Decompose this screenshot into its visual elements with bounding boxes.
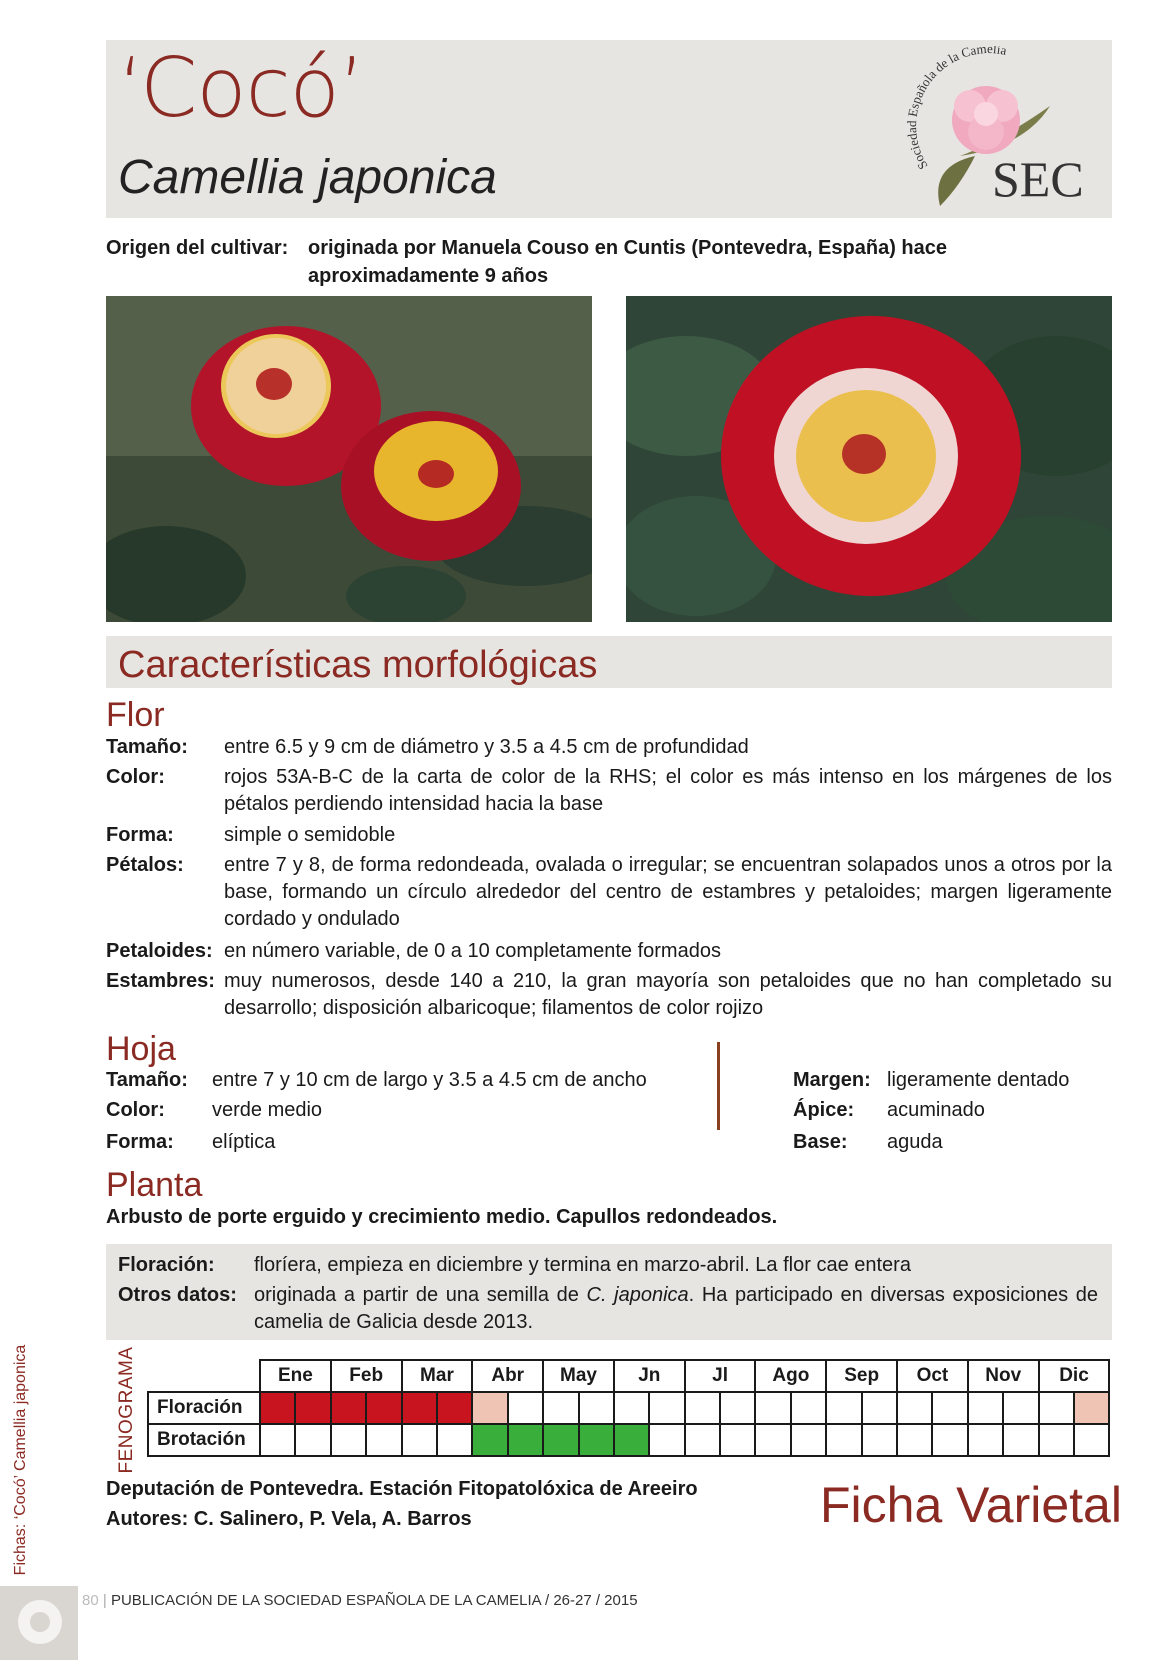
page-number: 80 [82, 1592, 99, 1609]
month-header: Dic [1039, 1360, 1110, 1392]
species-italic: C. japonica [586, 1284, 689, 1306]
hoja-value: elíptica [212, 1131, 276, 1153]
hoja-divider [717, 1042, 720, 1130]
flor-value: muy numerosos, desde 140 a 210, la gran mayoría son petaloides que no han completado su desarrollo; disposición albaricoque; filamentos de color rojizo [224, 970, 1112, 1019]
hoja-value: verde medio [212, 1099, 323, 1121]
fenograma-cell [826, 1424, 861, 1456]
fenograma-cell [1074, 1424, 1109, 1456]
flor-key: Color: [106, 766, 165, 788]
fenograma-cell [402, 1424, 437, 1456]
fenograma-row-label: Brotación [148, 1424, 260, 1456]
otros-label: Otros datos: [118, 1284, 237, 1306]
flower-photo-2 [626, 296, 1112, 622]
fenograma-cell [1003, 1392, 1038, 1424]
otros-datos-box [106, 1244, 1112, 1340]
fenograma-cell [260, 1424, 295, 1456]
fenograma-cell [685, 1392, 720, 1424]
logo-arc-text: Sociedad Española de la Camelia [904, 46, 1009, 173]
flor-key: Estambres: [106, 970, 215, 992]
fenograma-cell [366, 1392, 401, 1424]
fenograma-table [147, 1359, 1110, 1457]
flor-value: entre 7 y 8, de forma redondeada, ovalada o irregular; se encuentran solapados unos a otros por la base, formando un círculo alrededor del centro de estambres y petaloides; margen ligeramente cordado y ondulado [224, 854, 1112, 930]
flor-value: en número variable, de 0 a 10 completamente formados [224, 940, 721, 962]
flor-value: rojos 53A-B-C de la carta de color de la RHS; el color es más intenso en los márgenes de los pétalos perdiendo intensidad hacia la base [224, 766, 1112, 815]
fenograma-cell [437, 1424, 472, 1456]
fenograma-cell [295, 1424, 330, 1456]
fenograma-cell [472, 1392, 507, 1424]
fenograma-cell [968, 1392, 1003, 1424]
hoja-value: aguda [887, 1131, 943, 1153]
sec-logo [900, 46, 1090, 216]
corner-emblem [0, 1586, 78, 1660]
hoja-heading: Hoja [106, 1030, 176, 1068]
floracion-label: Floración: [118, 1254, 215, 1276]
month-header: Oct [897, 1360, 968, 1392]
species-name: Camellia japonica [118, 151, 497, 204]
month-header: May [543, 1360, 614, 1392]
fenograma-cell [862, 1392, 897, 1424]
planta-description: Arbusto de porte erguido y crecimiento medio. Capullos redondeados. [106, 1206, 778, 1228]
credits-authors: Autores: C. Salinero, P. Vela, A. Barros [106, 1508, 472, 1530]
flor-key: Petaloides: [106, 940, 213, 962]
fenograma-cell [685, 1424, 720, 1456]
fenograma-cell [791, 1392, 826, 1424]
flor-value: simple o semidoble [224, 824, 396, 846]
fenograma-cell [968, 1424, 1003, 1456]
month-header: Feb [331, 1360, 402, 1392]
fenograma-cell [614, 1424, 649, 1456]
fenograma-cell [543, 1392, 578, 1424]
footer-publication: PUBLICACIÓN DE LA SOCIEDAD ESPAÑOLA DE LA CAMELIA / 26-27 / 2015 [110, 1592, 638, 1609]
flor-key: Forma: [106, 824, 174, 846]
flower-photo-1 [106, 296, 592, 622]
fenograma-header-row [148, 1360, 1109, 1392]
ficha-varietal-label: Ficha Varietal [820, 1477, 1122, 1533]
fenograma-cell [508, 1424, 543, 1456]
fenograma-cell [579, 1392, 614, 1424]
flor-key: Tamaño: [106, 736, 188, 758]
fenograma-cell [862, 1424, 897, 1456]
fenograma-cell [720, 1392, 755, 1424]
month-header: Ago [755, 1360, 826, 1392]
fenograma-row-floracion [148, 1392, 1109, 1424]
fenograma-cell [932, 1424, 967, 1456]
fenograma-cell [331, 1424, 366, 1456]
month-header: Sep [826, 1360, 897, 1392]
fenograma-cell [1039, 1424, 1074, 1456]
month-header: Jl [685, 1360, 756, 1392]
fenograma-row-label: Floración [148, 1392, 260, 1424]
sidebar-running-title: Fichas: ‘Cocó’ Camellia japonica [12, 1344, 29, 1576]
fenograma-cell [437, 1392, 472, 1424]
fenograma-cell [897, 1424, 932, 1456]
hoja-key: Tamaño: [106, 1069, 188, 1091]
fenograma-cell [331, 1392, 366, 1424]
month-header: Ene [260, 1360, 331, 1392]
fenograma-cell [1003, 1424, 1038, 1456]
hoja-value: ligeramente dentado [887, 1069, 1070, 1091]
fenograma-corner [148, 1360, 260, 1392]
fenograma-cell [472, 1424, 507, 1456]
hoja-key: Color: [106, 1099, 165, 1121]
flor-key: Pétalos: [106, 854, 184, 876]
fenograma-cell [791, 1424, 826, 1456]
fenograma-cell [897, 1392, 932, 1424]
hoja-key: Ápice: [793, 1099, 855, 1121]
fenograma-cell [826, 1392, 861, 1424]
hoja-key: Base: [793, 1131, 848, 1153]
hoja-key: Margen: [793, 1069, 871, 1091]
credits [106, 1474, 698, 1534]
fenograma-cell [260, 1392, 295, 1424]
month-header: Mar [402, 1360, 473, 1392]
fenograma-cell [649, 1424, 684, 1456]
otros-value: originada a partir de una semilla de C. japonica. Ha participado en diversas exposiciones de camelia de Galicia desde 2013. [254, 1284, 1098, 1333]
section-title-bar [106, 636, 1112, 688]
fenograma-cell [295, 1392, 330, 1424]
fenograma-cell [1039, 1392, 1074, 1424]
planta-heading: Planta [106, 1166, 203, 1204]
month-header: Jn [614, 1360, 685, 1392]
fenograma-row-brotacion [148, 1424, 1109, 1456]
hoja-value: acuminado [887, 1099, 985, 1121]
fenograma-cell [543, 1424, 578, 1456]
hoja-key: Forma: [106, 1131, 174, 1153]
fenograma-cell [366, 1424, 401, 1456]
fenograma-cell [508, 1392, 543, 1424]
month-header: Nov [968, 1360, 1039, 1392]
fenograma-cell [402, 1392, 437, 1424]
logo-abbr: SEC [992, 151, 1084, 207]
fenograma-title: FENOGRAMA [116, 1346, 137, 1474]
flor-value: entre 6.5 y 9 cm de diámetro y 3.5 a 4.5 cm de profundidad [224, 736, 749, 758]
cultivar-name: ‘Cocó’ [118, 41, 364, 136]
fenograma-cell [1074, 1392, 1109, 1424]
fenograma-cell [649, 1392, 684, 1424]
floracion-value: floríera, empieza en diciembre y termina en marzo-abril. La flor cae entera [254, 1254, 911, 1276]
hoja-value: entre 7 y 10 cm de largo y 3.5 a 4.5 cm de ancho [212, 1069, 647, 1091]
flor-heading: Flor [106, 696, 165, 734]
camellia-flower-emblem [952, 86, 1020, 154]
month-header: Abr [472, 1360, 543, 1392]
origin-value: originada por Manuela Couso en Cuntis (Pontevedra, España) hace aproximadamente 9 años [308, 237, 948, 287]
origin-label: Origen del cultivar: [106, 237, 289, 259]
fenograma-cell [720, 1424, 755, 1456]
credits-institution: Deputación de Pontevedra. Estación Fitopatolóxica de Areeiro [106, 1478, 698, 1500]
fenograma-cell [579, 1424, 614, 1456]
fenograma-cell [755, 1392, 790, 1424]
fenograma-cell [614, 1392, 649, 1424]
section-title: Características morfológicas [118, 644, 598, 686]
fenograma-cell [755, 1424, 790, 1456]
footer: 80 | PUBLICACIÓN DE LA SOCIEDAD ESPAÑOLA DE LA CAMELIA / 26-27 / 2015 [82, 1592, 638, 1609]
fenograma-cell [932, 1392, 967, 1424]
